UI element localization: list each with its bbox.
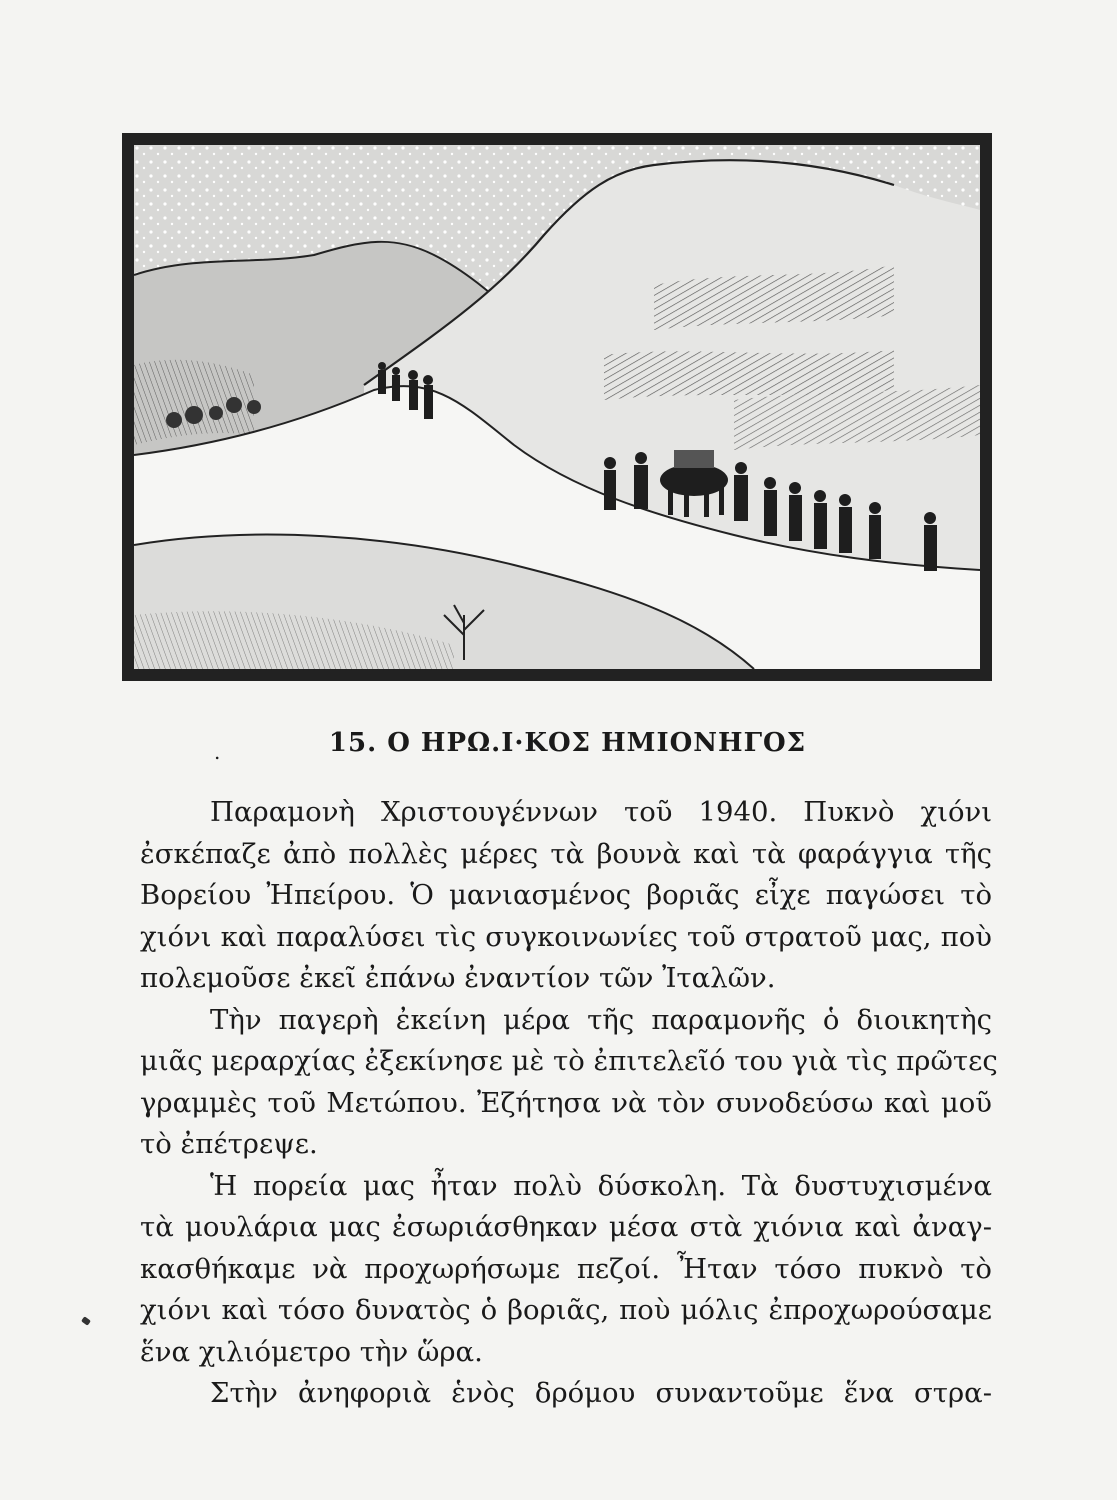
text-line: πολεμοῦσε ἐκεῖ ἐπάνω ἐναντίον τῶν Ἰταλῶν. bbox=[140, 962, 776, 994]
stray-dot: . bbox=[214, 740, 221, 764]
text-line: ἐσκέπαζε ἀπὸ πολλὲς μέρες τὰ βουνὰ καὶ τὰ φαράγγια τῆς bbox=[140, 837, 992, 870]
text-line: Τὴν παγερὴ ἐκείνη μέρα τῆς παραμονῆς ὁ διοικητὴς bbox=[210, 1003, 992, 1036]
ink-mark bbox=[81, 1316, 91, 1326]
text-line: Βορείου Ἠπείρου. Ὁ μανιασμένος βοριᾶς εἶχε παγώσει τὸ bbox=[140, 879, 992, 911]
text-line: μιᾶς μεραρχίας ἐξεκίνησε μὲ τὸ ἐπιτελεῖό του γιὰ τὶς πρῶτες bbox=[140, 1045, 998, 1077]
paragraph-1 bbox=[140, 792, 992, 1000]
text-line: χιόνι καὶ τόσο δυνατὸς ὁ βοριᾶς, ποὺ μόλις ἐπροχωρούσαμε bbox=[140, 1294, 992, 1326]
paragraph-2 bbox=[140, 1000, 998, 1166]
mountain-scene bbox=[134, 145, 980, 669]
body-text bbox=[140, 792, 998, 1415]
text-line: κασθήκαμε νὰ προχωρήσωμε πεζοί. Ἦταν τόσο πυκνὸ τὸ bbox=[140, 1252, 992, 1285]
chapter-illustration bbox=[122, 133, 992, 681]
text-line: χιόνι καὶ παραλύσει τὶς συγκοινωνίες τοῦ στρατοῦ μας, ποὺ bbox=[140, 920, 992, 953]
text-line: τὰ μουλάρια μας ἐσωριάσθηκαν μέσα στὰ χιόνια καὶ ἀναγ- bbox=[140, 1211, 992, 1243]
text-line: Ἡ πορεία μας ἦταν πολὺ δύσκολη. Τὰ δυστυχισμένα bbox=[210, 1169, 992, 1202]
chapter-title: 15. Ο ΗΡΩ.Ι·ΚΟΣ ΗΜΙΟΝΗΓΟΣ bbox=[328, 728, 807, 758]
paragraph-3 bbox=[140, 1166, 992, 1374]
text-line: τὸ ἐπέτρεψε. bbox=[140, 1128, 318, 1160]
text-line: Στὴν ἀνηφοριὰ ἑνὸς δρόμου συναντοῦμε ἕνα στρα- bbox=[210, 1377, 992, 1409]
paragraph-4 bbox=[140, 1373, 992, 1415]
text-line: ἕνα χιλιόμετρο τὴν ὥρα. bbox=[140, 1335, 483, 1368]
text-line: Παραμονὴ Χριστουγέννων τοῦ 1940. Πυκνὸ χιόνι bbox=[210, 796, 992, 828]
text-line: γραμμὲς τοῦ Μετώπου. Ἐζήτησα νὰ τὸν συνοδεύσω καὶ μοῦ bbox=[140, 1086, 992, 1119]
